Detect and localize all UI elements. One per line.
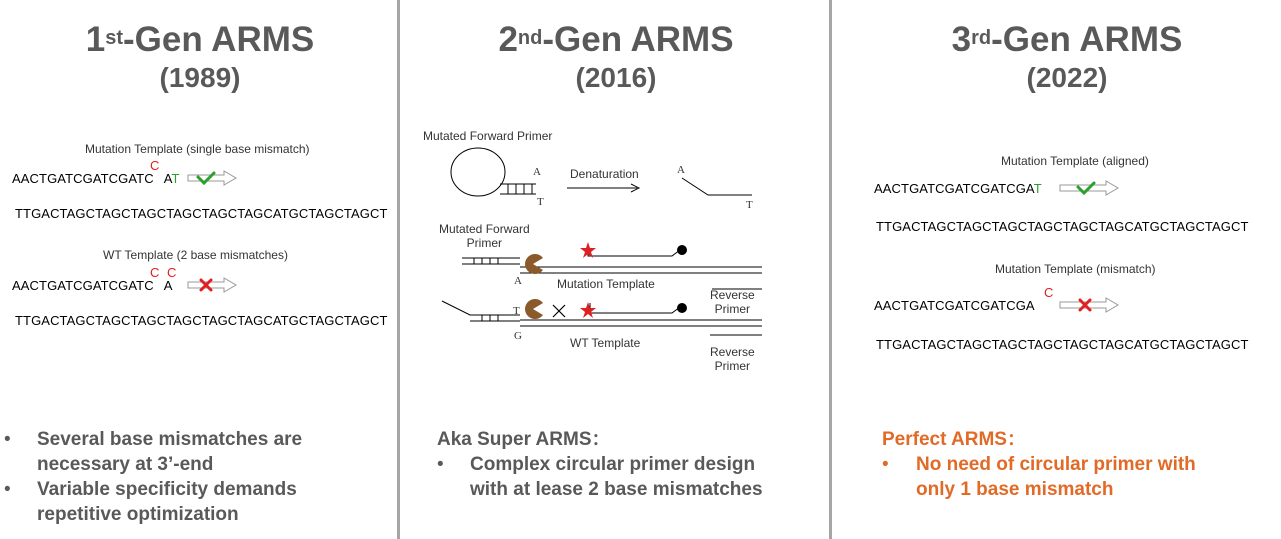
denaturation-label: Denaturation — [570, 167, 639, 181]
wt-mismatch-2: C — [167, 265, 177, 280]
fluorophore-star-icon — [580, 242, 596, 258]
mismatch-caption: Mutation Template (mismatch) — [995, 262, 1156, 276]
template-sequence-3: TTGACTAGCTAGCTAGCTAGCTAGCTAGCATGCTAGCTAGCT — [876, 219, 1249, 234]
caption-mutated-forward: Mutated Forward Primer — [439, 222, 530, 250]
bullet-dot: • — [4, 479, 11, 500]
aka-super-arms: Aka Super ARMS： — [437, 429, 611, 450]
reverse-primer-label-2: Reverse Primer — [710, 345, 755, 373]
caption-mutated-forward-primer: Mutated Forward Primer — [423, 129, 553, 143]
template-sequence-4: TTGACTAGCTAGCTAGCTAGCTAGCTAGCATGCTAGCTAGCT — [876, 337, 1249, 352]
aligned-primer-sequence: AACTGATCGATCGATCGAT — [874, 181, 1042, 196]
wt-mismatch-1: C — [150, 265, 160, 280]
quencher-dot-icon-2 — [676, 302, 688, 314]
bullet-dot: • — [4, 429, 11, 450]
mutation-binding-diagram — [460, 240, 770, 280]
base-g-label: G — [514, 330, 522, 342]
reverse-primer-label-1: Reverse Primer — [710, 288, 755, 316]
mismatch-primer-sequence: AACTGATCGATCGATCGA — [874, 298, 1035, 313]
base-a-label: A — [533, 166, 541, 178]
check-arrow-icon — [186, 170, 238, 186]
wt-template-caption: WT Template (2 base mismatches) — [103, 248, 288, 262]
base-t-label-2: T — [746, 199, 753, 211]
aligned-caption: Mutation Template (aligned) — [1001, 154, 1149, 168]
base-a-label-2: A — [677, 164, 685, 176]
panel-1-bullets: • Several base mismatches are necessary at 3’-end • Variable specificity demands repetitive optimization — [4, 429, 303, 525]
denatured-primer-strand — [680, 176, 760, 200]
mutation-template-label: Mutation Template — [557, 277, 655, 291]
base-a-label-3: A — [514, 275, 522, 287]
enzyme-pacman-icon — [522, 253, 544, 275]
panel-1-title: 1st-Gen ARMS — [85, 20, 315, 59]
template-sequence-1: TTGACTAGCTAGCTAGCTAGCTAGCTAGCATGCTAGCTAGCT — [15, 206, 388, 221]
enzyme-pacman-icon-2 — [522, 298, 544, 320]
template-sequence-2: TTGACTAGCTAGCTAGCTAGCTAGCTAGCATGCTAGCTAGCT — [15, 313, 388, 328]
panel-1st-gen — [0, 0, 397, 539]
panel-1-year: (1989) — [159, 62, 241, 93]
panel-2-bullets: Aka Super ARMS： • Complex circular primer design with at lease 2 base mismatches — [437, 429, 763, 500]
panel-2nd-gen — [400, 0, 829, 539]
wt-primer-sequence: AACTGATCGATCGATC A — [12, 278, 173, 293]
panel-3-bullets: Perfect ARMS： • No need of circular primer with only 1 base mismatch — [882, 429, 1196, 500]
mutation-template-caption: Mutation Template (single base mismatch) — [85, 142, 310, 156]
panel-2-title: 2nd-Gen ARMS — [498, 20, 734, 59]
panel-3-title: 3rd-Gen ARMS — [951, 20, 1183, 59]
fluorophore-star-icon-2 — [580, 302, 596, 318]
panel-3-year: (2022) — [1026, 62, 1108, 93]
base-t-label: T — [537, 196, 544, 208]
mismatch-base: C — [150, 158, 160, 173]
quencher-dot-icon — [676, 244, 688, 256]
blocked-cross-icon — [552, 304, 566, 318]
hairpin-primer-diagram — [450, 148, 550, 208]
cross-arrow-icon — [186, 277, 238, 293]
bullet-dot: • — [437, 454, 444, 475]
cross-arrow-icon-2 — [1058, 297, 1120, 313]
wt-template-label: WT Template — [570, 336, 641, 350]
panel-2-year: (2016) — [575, 62, 657, 93]
panel-3rd-gen — [832, 0, 1281, 539]
bullet-dot: • — [882, 454, 889, 475]
check-arrow-icon-2 — [1058, 180, 1120, 196]
mutation-primer-sequence: AACTGATCGATCGATC AT — [12, 171, 180, 186]
denaturation-arrow — [565, 183, 645, 193]
base-t-label-3: T — [513, 305, 520, 317]
mismatch-base-3: C — [1044, 285, 1054, 300]
perfect-arms: Perfect ARMS： — [882, 429, 1026, 450]
